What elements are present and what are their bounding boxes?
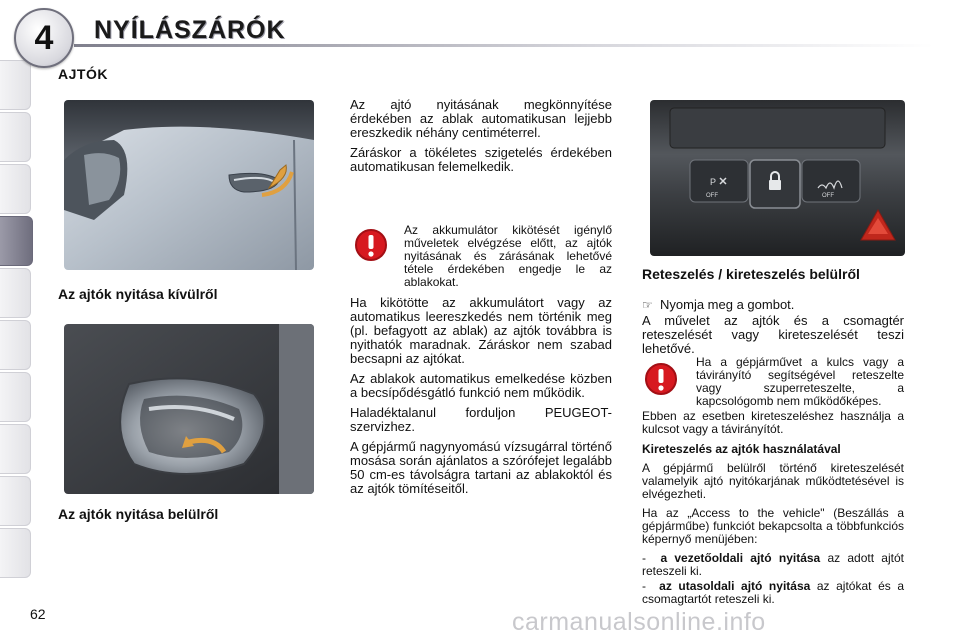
paragraph: Ebben az esetben kireteszeléshez használja a kulcsot vagy a távirányítót. xyxy=(642,409,904,436)
chapter-tab[interactable] xyxy=(0,268,31,318)
paragraph: A művelet az ajtók és a csomagtér reteszelését vagy kireteszelését teszi lehetővé. xyxy=(642,313,904,356)
right-heading: Reteszelés / kireteszelés belülről xyxy=(642,266,860,282)
chapter-tab[interactable] xyxy=(0,476,31,526)
door-exterior-handle-photo xyxy=(64,100,314,270)
door-interior-handle-photo xyxy=(64,324,314,494)
bullet-rest: az ajtókat és a csomagtartót reteszeli ki. xyxy=(642,579,905,606)
off-label-left: OFF xyxy=(706,193,718,199)
bullet-item: - a vezetőoldali ajtó nyitása az adott ajtót reteszeli ki. xyxy=(642,551,904,578)
off-label-right: OFF xyxy=(822,193,834,199)
bullet-rest: az adott ajtót reteszeli ki. xyxy=(642,551,904,578)
right-column-top xyxy=(642,298,904,362)
paragraph: A gépjármű nagynyomású vízsugárral történő mosása során ajánlatos a szórófejet legalább 50 cm-es távolságra tartani az ablakoktól és az ajtók tömítéseitől. xyxy=(350,439,612,496)
warning-icon-right xyxy=(644,362,678,401)
lock-button-photo xyxy=(650,100,905,256)
caption-exterior: Az ajtók nyitása kívülről xyxy=(58,286,218,302)
paragraph: Haladéktalanul forduljon PEUGEOT-szervizhez. xyxy=(350,405,612,434)
watermark: carmanualsonline.info xyxy=(512,608,766,636)
svg-text:P: P xyxy=(710,177,717,187)
paragraph: Ha az „Access to the vehicle" (Beszállás a gépjárműbe) funkciót bekapcsolta a többfunkciós képernyő menüjében: xyxy=(642,506,904,546)
chapter-tab-active[interactable] xyxy=(0,216,33,266)
pointing-hand-icon: ☞ xyxy=(642,298,653,312)
warning-text: Az akkumulátor kikötését igénylő műveletek elvégzése előtt, az ajtók nyitásának és zárásának lehetővé tétele érdekében engedje le az ablakokat. xyxy=(404,223,612,289)
bullet-bold: az utasoldali ajtó nyitása xyxy=(659,579,811,593)
step-item xyxy=(642,298,904,312)
warning-icon xyxy=(354,228,388,267)
subheading: Kireteszelés az ajtók használatával xyxy=(642,442,841,456)
page-number: 62 xyxy=(30,606,46,622)
paragraph: Ha kikötötte az akkumulátort vagy az automatikus leereszkedés nem történik meg (pl. befagyott az ablak) az ajtók továbbra is nyithatók maradnak. Záráskor nem szabad becsapni az ajtókat. xyxy=(350,295,612,366)
paragraph: Záráskor a tökéletes szigetelés érdekében automatikusan felemelkedik. xyxy=(350,145,612,174)
paragraph: A gépjármű belülről történő kireteszelését valamelyik ajtó nyitókarjának működtetésével is elvégezheti. xyxy=(642,461,904,501)
paragraph: Az ajtó nyitásának megkönnyítése érdekében az ablak automatikusan lejjebb ereszkedik néhány centiméterrel. xyxy=(350,97,612,140)
bullet-bold: a vezetőoldali ajtó nyitása xyxy=(660,551,821,565)
bullet-item: - az utasoldali ajtó nyitása az ajtókat és a csomagtartót reteszeli ki. xyxy=(642,579,905,606)
chapter-tab[interactable] xyxy=(0,164,31,214)
paragraph: Az ablakok automatikus emelkedése közben a becsípődésgátló funkció nem működik. xyxy=(350,371,612,400)
chapter-tab-strip xyxy=(0,60,33,580)
chapter-tab[interactable] xyxy=(0,424,31,474)
chapter-tab[interactable] xyxy=(0,528,31,578)
chapter-tab[interactable] xyxy=(0,112,31,162)
chapter-number: 4 xyxy=(34,19,54,57)
warning-text-right: Ha a gépjárművet a kulcs vagy a távirányító segítségével reteszelte vagy szuperreteszelte, a kapcsológomb nem működőképes. xyxy=(696,355,904,408)
right-column-bottom xyxy=(642,410,904,606)
chapter-tab[interactable] xyxy=(0,320,31,370)
step-text: Nyomja meg a gombot. xyxy=(660,297,795,312)
caption-interior: Az ajtók nyitása belülről xyxy=(58,506,219,522)
chapter-tab[interactable] xyxy=(0,372,31,422)
chapter-title: NYÍLÁSZÁRÓK xyxy=(94,16,286,44)
section-title: AJTÓK xyxy=(58,66,108,82)
middle-column-top xyxy=(350,98,612,180)
middle-column-bottom xyxy=(350,296,612,502)
